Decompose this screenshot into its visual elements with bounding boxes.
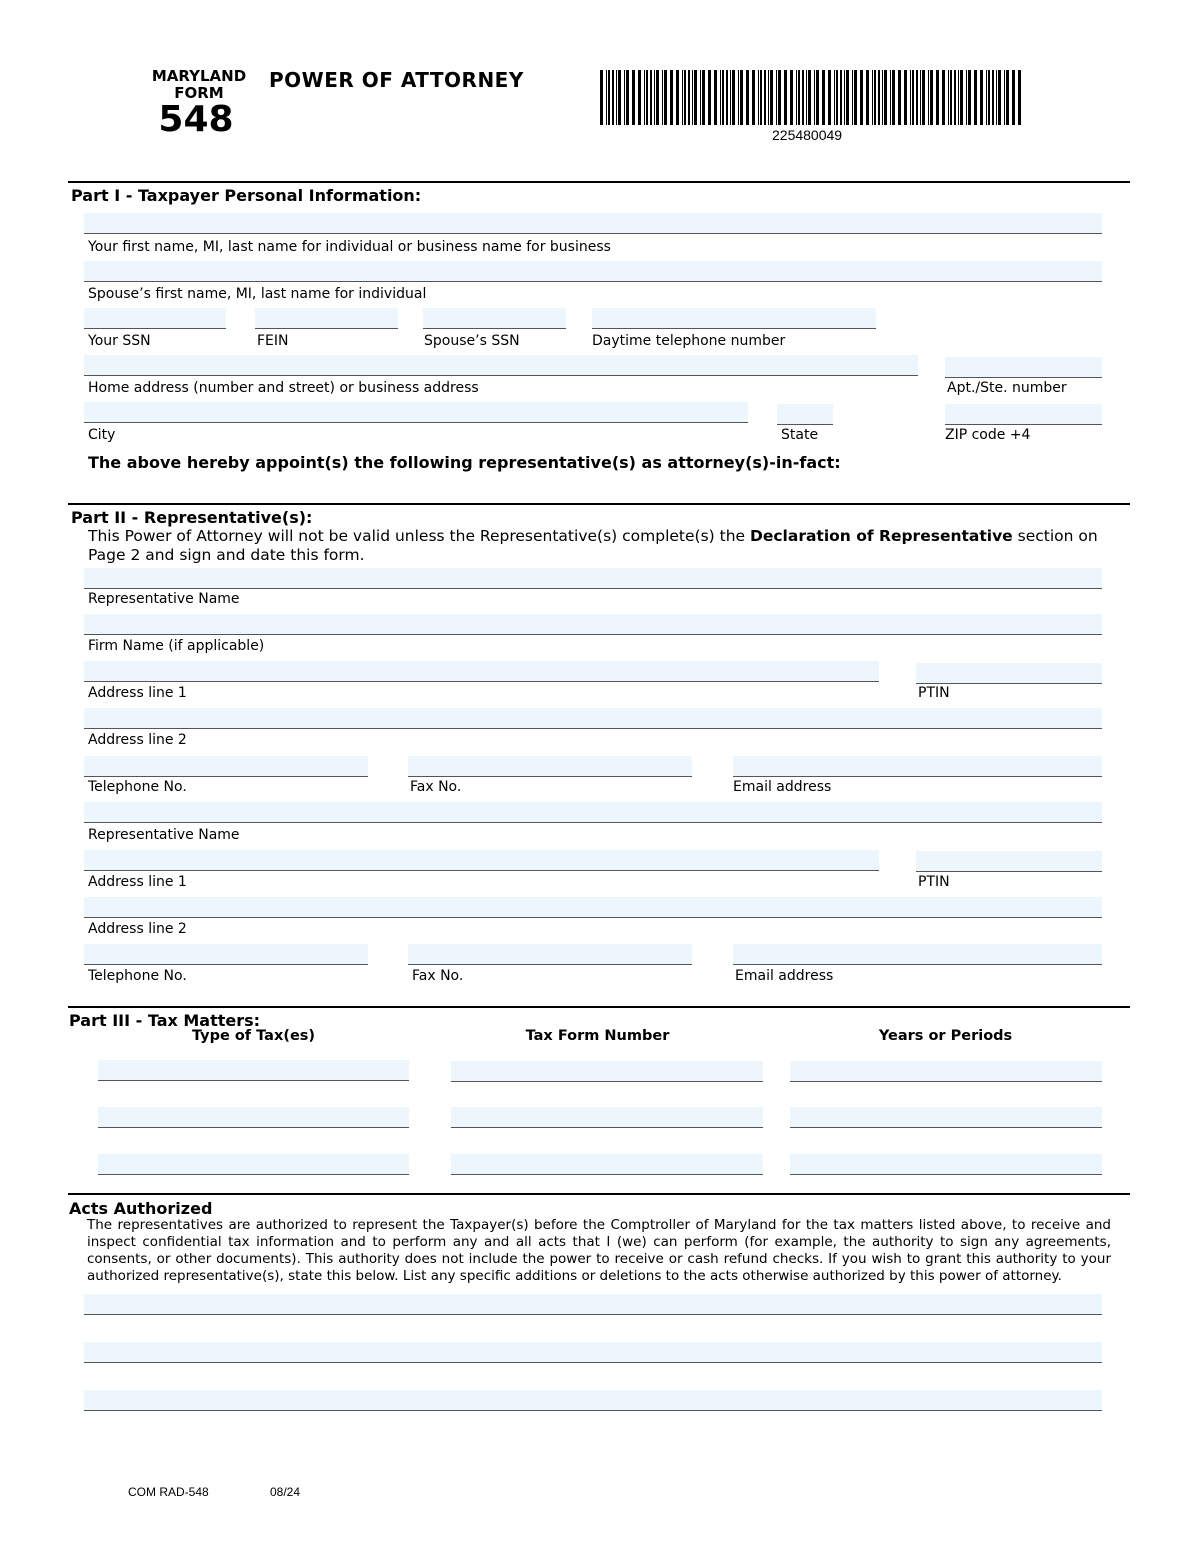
- rep1-telephone-label: Telephone No.: [88, 779, 187, 795]
- spouse-name-field[interactable]: [84, 261, 1102, 282]
- rep1-address1-field[interactable]: [84, 661, 879, 682]
- form-number: 548: [158, 99, 234, 140]
- rep1-fax-field[interactable]: [408, 756, 692, 777]
- part1-title: Part I - Taxpayer Personal Information:: [71, 186, 422, 205]
- part2-intro-text-end: section on Page 2 and sign and date this form.: [88, 527, 1098, 564]
- tax-type-field-1[interactable]: [98, 1060, 409, 1081]
- rep1-firm-field[interactable]: [84, 614, 1102, 635]
- spouse-ssn-label: Spouse’s SSN: [424, 333, 520, 349]
- rep2-fax-label: Fax No.: [412, 968, 464, 984]
- form-title: POWER OF ATTORNEY: [269, 68, 524, 92]
- rep1-name-field[interactable]: [84, 568, 1102, 589]
- ssn-label: Your SSN: [88, 333, 151, 349]
- rep2-telephone-field[interactable]: [84, 944, 368, 965]
- years-periods-field-2[interactable]: [790, 1107, 1102, 1128]
- part3-rule: [68, 1006, 1130, 1008]
- footer-revision: 08/24: [270, 1485, 301, 1499]
- state-field[interactable]: [777, 404, 833, 425]
- form-id-block: [140, 68, 258, 138]
- tax-form-field-3[interactable]: [451, 1154, 763, 1175]
- rep2-fax-field[interactable]: [408, 944, 692, 965]
- rep1-ptin-field[interactable]: [916, 663, 1102, 684]
- city-label: City: [88, 427, 116, 443]
- acts-rule: [68, 1193, 1130, 1195]
- part2-title: Part II - Representative(s):: [71, 508, 313, 527]
- years-periods-column-header: Years or Periods: [878, 1028, 1013, 1044]
- rep1-email-label: Email address: [733, 779, 832, 795]
- part2-intro-bold: Declaration of Representative: [749, 527, 1013, 545]
- rep1-email-field[interactable]: [733, 756, 1102, 777]
- part2-rule: [68, 503, 1130, 505]
- fein-label: FEIN: [257, 333, 289, 349]
- years-periods-field-3[interactable]: [790, 1154, 1102, 1175]
- rep1-fax-label: Fax No.: [410, 779, 462, 795]
- home-address-label: Home address (number and street) or business address: [88, 380, 479, 396]
- rep1-address2-field[interactable]: [84, 708, 1102, 729]
- home-address-field[interactable]: [84, 355, 918, 376]
- appoint-statement: The above hereby appoint(s) the following representative(s) as attorney(s)-in-fact:: [88, 453, 841, 472]
- part1-rule: [68, 181, 1130, 183]
- part2-intro: [88, 527, 1116, 565]
- form-word-label: FORM: [174, 84, 224, 102]
- acts-additions-field-3[interactable]: [84, 1390, 1102, 1411]
- rep2-email-field[interactable]: [733, 944, 1102, 965]
- tax-type-field-2[interactable]: [98, 1107, 409, 1128]
- daytime-phone-label: Daytime telephone number: [592, 333, 786, 349]
- apt-number-label: Apt./Ste. number: [947, 380, 1067, 396]
- barcode-image: [600, 70, 1025, 125]
- acts-description: The representatives are authorized to represent the Taxpayer(s) before the Comptroller of Maryland for the tax matters listed above, to receive and inspect confidential tax information and to perform any and all acts that I (we) can perform (for example, the authority to sign any agreements, consents, or other documents). This authority does not include the power to receive or cash refund checks. If you wish to grant this authority to your authorized representative(s), state this below. List any specific additions or deletions to the acts otherwise authorized by this power of attorney.: [87, 1217, 1111, 1284]
- rep2-name-label: Representative Name: [88, 827, 240, 843]
- footer-form-code: COM RAD-548: [128, 1485, 209, 1499]
- rep2-address2-field[interactable]: [84, 897, 1102, 918]
- tax-form-field-1[interactable]: [451, 1061, 763, 1082]
- rep1-name-label: Representative Name: [88, 591, 240, 607]
- tax-type-field-3[interactable]: [98, 1154, 409, 1175]
- zip-field[interactable]: [945, 404, 1102, 425]
- state-label: MARYLAND: [151, 67, 247, 85]
- rep2-ptin-field[interactable]: [916, 851, 1102, 872]
- rep1-address2-label: Address line 2: [88, 732, 187, 748]
- acts-additions-field-2[interactable]: [84, 1342, 1102, 1363]
- barcode-number: 225480049: [772, 127, 843, 143]
- spouse-ssn-field[interactable]: [423, 308, 566, 329]
- part3-title: Part III - Tax Matters:: [69, 1011, 261, 1030]
- state-label: State: [781, 427, 819, 443]
- spouse-name-label: Spouse’s first name, MI, last name for individual: [88, 286, 427, 302]
- rep1-firm-label: Firm Name (if applicable): [88, 638, 265, 654]
- rep1-telephone-field[interactable]: [84, 756, 368, 777]
- rep2-address2-label: Address line 2: [88, 921, 187, 937]
- daytime-phone-field[interactable]: [592, 308, 876, 329]
- tax-form-column-header: Tax Form Number: [525, 1028, 670, 1044]
- fein-field[interactable]: [255, 308, 398, 329]
- rep2-email-label: Email address: [735, 968, 834, 984]
- rep2-telephone-label: Telephone No.: [88, 968, 187, 984]
- acts-title: Acts Authorized: [69, 1199, 213, 1218]
- rep2-name-field[interactable]: [84, 802, 1102, 823]
- tax-type-column-header: Type of Tax(es): [191, 1028, 316, 1044]
- ssn-field[interactable]: [84, 308, 226, 329]
- taxpayer-name-field[interactable]: [84, 213, 1102, 234]
- acts-additions-field-1[interactable]: [84, 1294, 1102, 1315]
- part2-intro-text: This Power of Attorney will not be valid unless the Representative(s) complete(s) the: [88, 527, 750, 545]
- rep1-ptin-label: PTIN: [918, 685, 950, 701]
- years-periods-field-1[interactable]: [790, 1061, 1102, 1082]
- tax-form-field-2[interactable]: [451, 1107, 763, 1128]
- city-field[interactable]: [84, 402, 748, 423]
- rep2-address1-field[interactable]: [84, 850, 879, 871]
- apt-number-field[interactable]: [945, 357, 1102, 378]
- rep1-address1-label: Address line 1: [88, 685, 187, 701]
- zip-label: ZIP code +4: [945, 427, 1031, 443]
- taxpayer-name-label: Your first name, MI, last name for individual or business name for business: [88, 239, 611, 255]
- rep2-address1-label: Address line 1: [88, 874, 187, 890]
- rep2-ptin-label: PTIN: [918, 874, 950, 890]
